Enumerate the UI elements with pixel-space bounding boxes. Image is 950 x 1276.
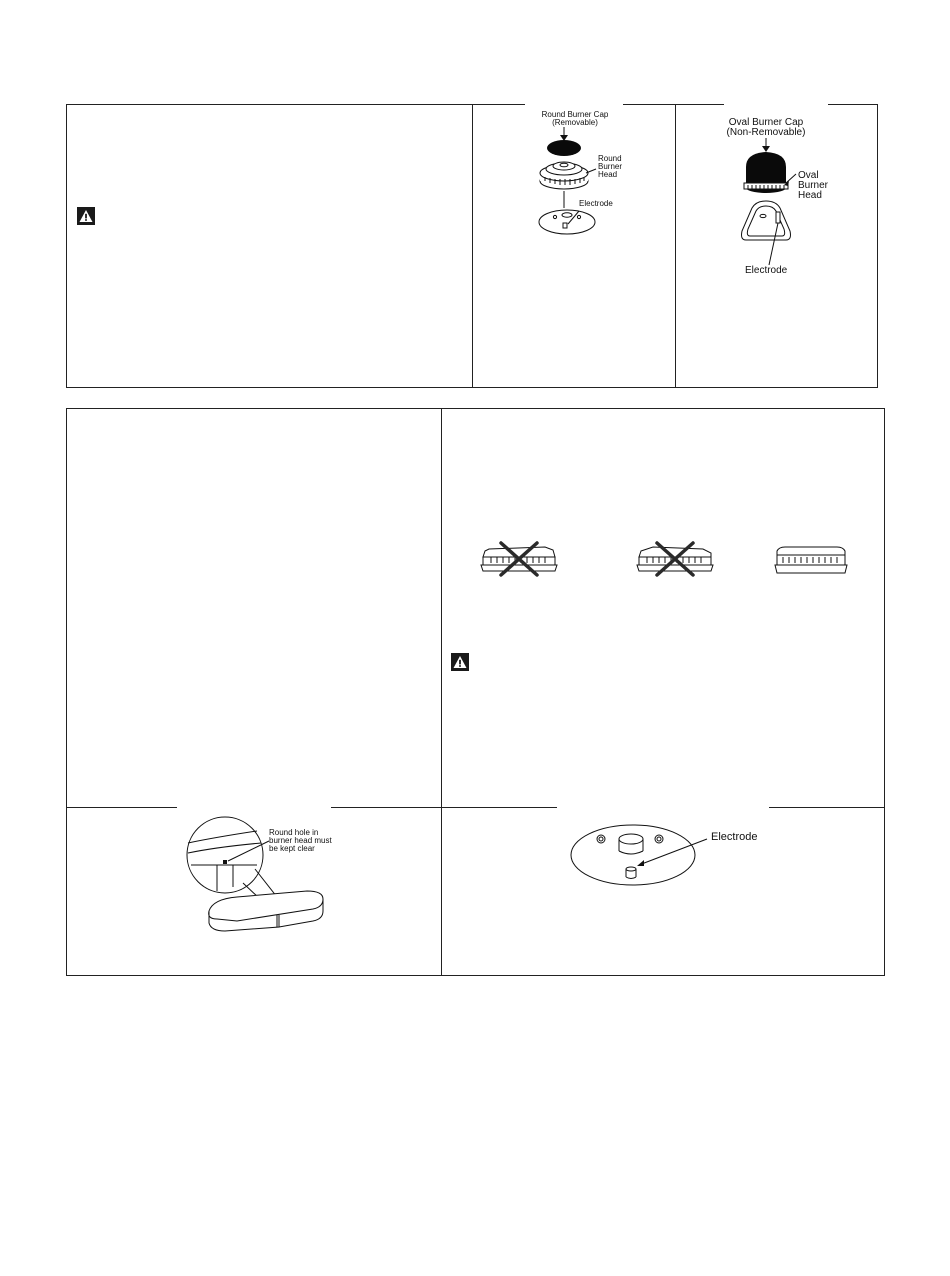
oval-head-label-1: Oval (798, 170, 819, 181)
cap-placement-illustration (467, 539, 867, 589)
oval-cap-sublabel: (Non-Removable) (726, 127, 806, 138)
left-figure-divider-b (331, 807, 441, 808)
left-figure-divider-a (67, 807, 177, 808)
oval-head-label-3: Head (798, 190, 822, 201)
round-head-label-1: Round (598, 154, 622, 163)
round-cap-sublabel: (Removable) (552, 118, 598, 127)
hole-label-2: burner head must (269, 836, 332, 845)
warning-icon (451, 653, 469, 671)
round-burner-illustration (473, 105, 677, 389)
hole-label-3: be kept clear (269, 844, 315, 853)
oval-head-label-2: Burner (798, 180, 829, 191)
hole-label-1: Round hole in (269, 828, 319, 837)
right-figure-divider-b (769, 807, 885, 808)
top-text-panel (66, 104, 473, 388)
round-burner-cap (547, 140, 581, 156)
incorrect-cap-placement-1 (481, 543, 557, 575)
oval-burner-illustration (676, 105, 879, 389)
bottom-vertical-divider (441, 409, 442, 976)
round-head-label-3: Head (598, 170, 618, 179)
oval-electrode-label: Electrode (745, 265, 788, 276)
incorrect-cap-placement-2 (637, 543, 713, 575)
warning-icon (77, 207, 95, 225)
oval-cap-label: Oval Burner Cap (728, 117, 804, 128)
correct-cap-placement (775, 547, 847, 573)
round-cap-label: Round Burner Cap (541, 110, 609, 119)
electrode-label: Electrode (711, 831, 758, 843)
bottom-frame (66, 408, 885, 976)
round-head-label-2: Burner (598, 162, 623, 171)
round-burner-panel (472, 104, 676, 388)
electrode-base-illustration (567, 819, 807, 899)
oval-burner-panel (675, 104, 878, 388)
right-figure-divider-a (442, 807, 557, 808)
round-electrode-label: Electrode (579, 199, 613, 208)
